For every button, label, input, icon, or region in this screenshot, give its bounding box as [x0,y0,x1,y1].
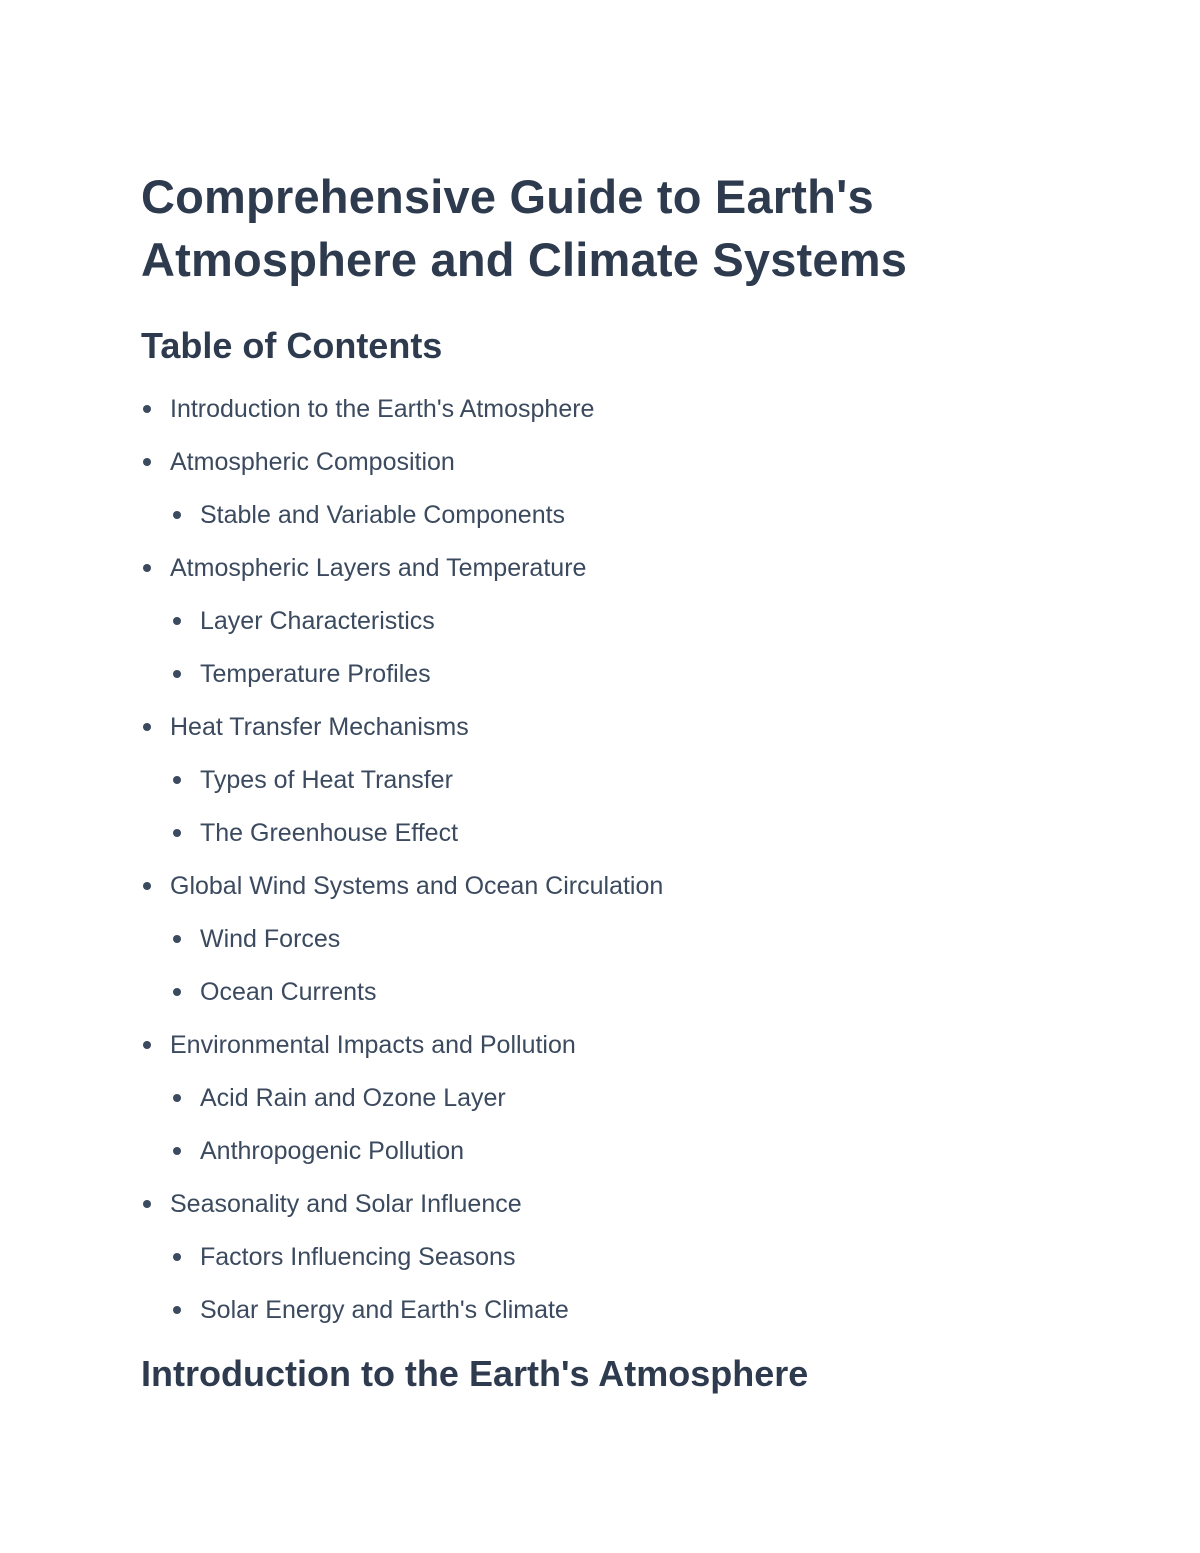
toc-subitem [141,608,1041,661]
toc-link[interactable]: Seasonality and Solar Influence [170,1190,522,1218]
toc-item [141,714,1041,767]
toc-link[interactable]: Anthropogenic Pollution [200,1137,465,1165]
bullet-icon [143,405,151,413]
toc-subitem [141,1244,1041,1297]
toc-subitem [141,1297,1041,1350]
bullet-icon [173,670,181,678]
toc-link[interactable]: Heat Transfer Mechanisms [170,713,469,741]
bullet-icon [143,882,151,890]
bullet-icon [173,511,181,519]
toc-link[interactable]: Layer Characteristics [200,607,435,635]
toc-item [141,1032,1041,1085]
bullet-icon [143,1041,151,1049]
toc-item [141,1191,1041,1244]
toc-link[interactable]: Global Wind Systems and Ocean Circulation [170,872,664,900]
toc-link[interactable]: Types of Heat Transfer [200,766,453,794]
toc-item [141,396,1041,449]
bullet-icon [173,1147,181,1155]
toc-subitem [141,820,1041,873]
bullet-icon [143,723,151,731]
bullet-icon [173,829,181,837]
toc-link[interactable]: Temperature Profiles [200,660,431,688]
bullet-icon [173,1094,181,1102]
toc-link[interactable]: Atmospheric Composition [170,448,455,476]
toc-link[interactable]: Ocean Currents [200,978,377,1006]
toc-item [141,555,1041,608]
toc-link[interactable]: Solar Energy and Earth's Climate [200,1296,569,1324]
bullet-icon [173,988,181,996]
toc-link[interactable]: Wind Forces [200,925,341,953]
toc-subitem [141,767,1041,820]
bullet-icon [173,1306,181,1314]
bullet-icon [173,776,181,784]
section-heading-introduction: Introduction to the Earth's Atmosphere [141,1353,809,1394]
toc-link[interactable]: Atmospheric Layers and Temperature [170,554,587,582]
toc-link[interactable]: Acid Rain and Ozone Layer [200,1084,506,1112]
document-page [141,165,1041,1394]
bullet-icon [143,1200,151,1208]
bullet-icon [143,458,151,466]
bullet-icon [173,617,181,625]
table-of-contents [141,396,1041,1350]
document-title: Comprehensive Guide to Earth's Atmosphere and Climate Systems [141,170,908,286]
bullet-icon [173,935,181,943]
toc-heading: Table of Contents [141,325,443,366]
toc-link[interactable]: Stable and Variable Components [200,501,566,529]
toc-subitem [141,502,1041,555]
toc-subitem [141,979,1041,1032]
bullet-icon [173,1253,181,1261]
toc-link[interactable]: Environmental Impacts and Pollution [170,1031,576,1059]
toc-item [141,873,1041,926]
toc-subitem [141,1085,1041,1138]
toc-subitem [141,1138,1041,1191]
toc-link[interactable]: Introduction to the Earth's Atmosphere [170,395,595,423]
toc-link[interactable]: The Greenhouse Effect [200,819,459,847]
toc-link[interactable]: Factors Influencing Seasons [200,1243,516,1271]
toc-subitem [141,661,1041,714]
toc-subitem [141,926,1041,979]
bullet-icon [143,564,151,572]
toc-item [141,449,1041,502]
